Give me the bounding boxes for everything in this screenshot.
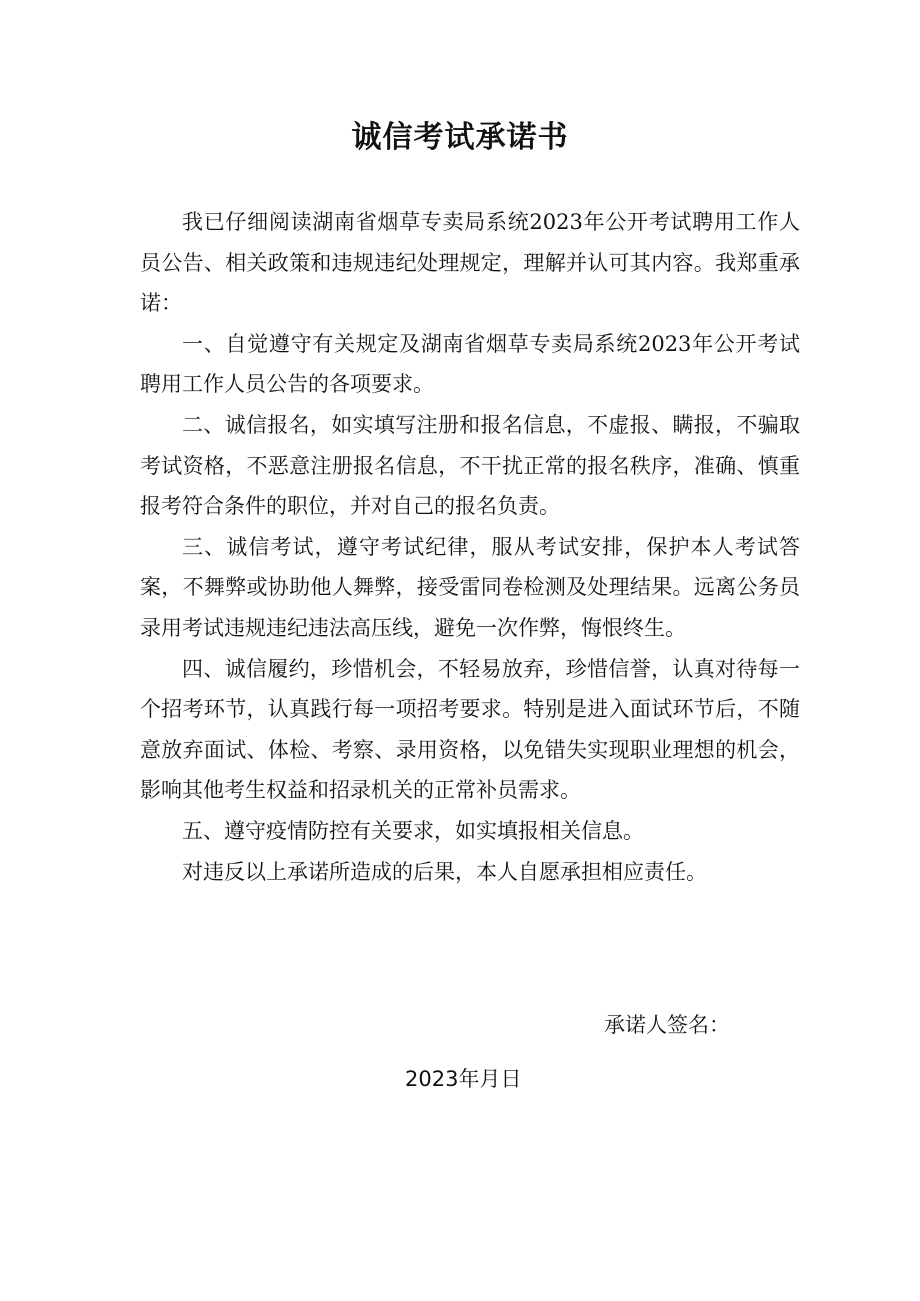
- date-line: 2023年月日: [405, 1067, 522, 1091]
- signature-label: 承诺人签名：: [604, 1013, 730, 1037]
- commitment-paragraph-3: 三、诚信考试，遵守考试纪律，服从考试安排，保护本人考试答案，不舞弊或协助他人舞弊，接受雷同卷检测及处理结果。远离公务员录用考试违规违纪违法高压线，避免一次作弊，悔恨终生。: [140, 534, 800, 640]
- commitment-paragraph-5: 五、遵守疫情防控有关要求，如实填报相关信息。: [182, 818, 644, 843]
- intro-paragraph: 我已仔细阅读湖南省烟草专卖局系统2023年公开考试聘用工作人员公告、相关政策和违规违纪处理规定，理解并认可其内容。我郑重承诺：: [140, 210, 800, 316]
- document-body: [140, 202, 800, 892]
- document-title: 诚信考试承诺书: [351, 120, 569, 155]
- commitment-paragraph-4: 四、诚信履约，珍惜机会，不轻易放弃，珍惜信誉，认真对待每一个招考环节，认真践行每一项招考要求。特别是进入面试环节后，不随意放弃面试、体检、考察、录用资格，以免错失实现职业理想的机会，影响其他考生权益和招录机关的正常补员需求。: [140, 656, 800, 803]
- closing-paragraph: 对违反以上承诺所造成的后果，本人自愿承担相应责任。: [182, 859, 707, 884]
- commitment-paragraph-2: 二、诚信报名，如实填写注册和报名信息，不虚报、瞒报，不骗取考试资格，不恶意注册报名信息，不干扰正常的报名秩序，准确、慎重报考符合条件的职位，并对自己的报名负责。: [140, 412, 800, 519]
- commitment-paragraph-1: 一、自觉遵守有关规定及湖南省烟草专卖局系统2023年公开考试聘用工作人员公告的各项要求。: [140, 331, 800, 397]
